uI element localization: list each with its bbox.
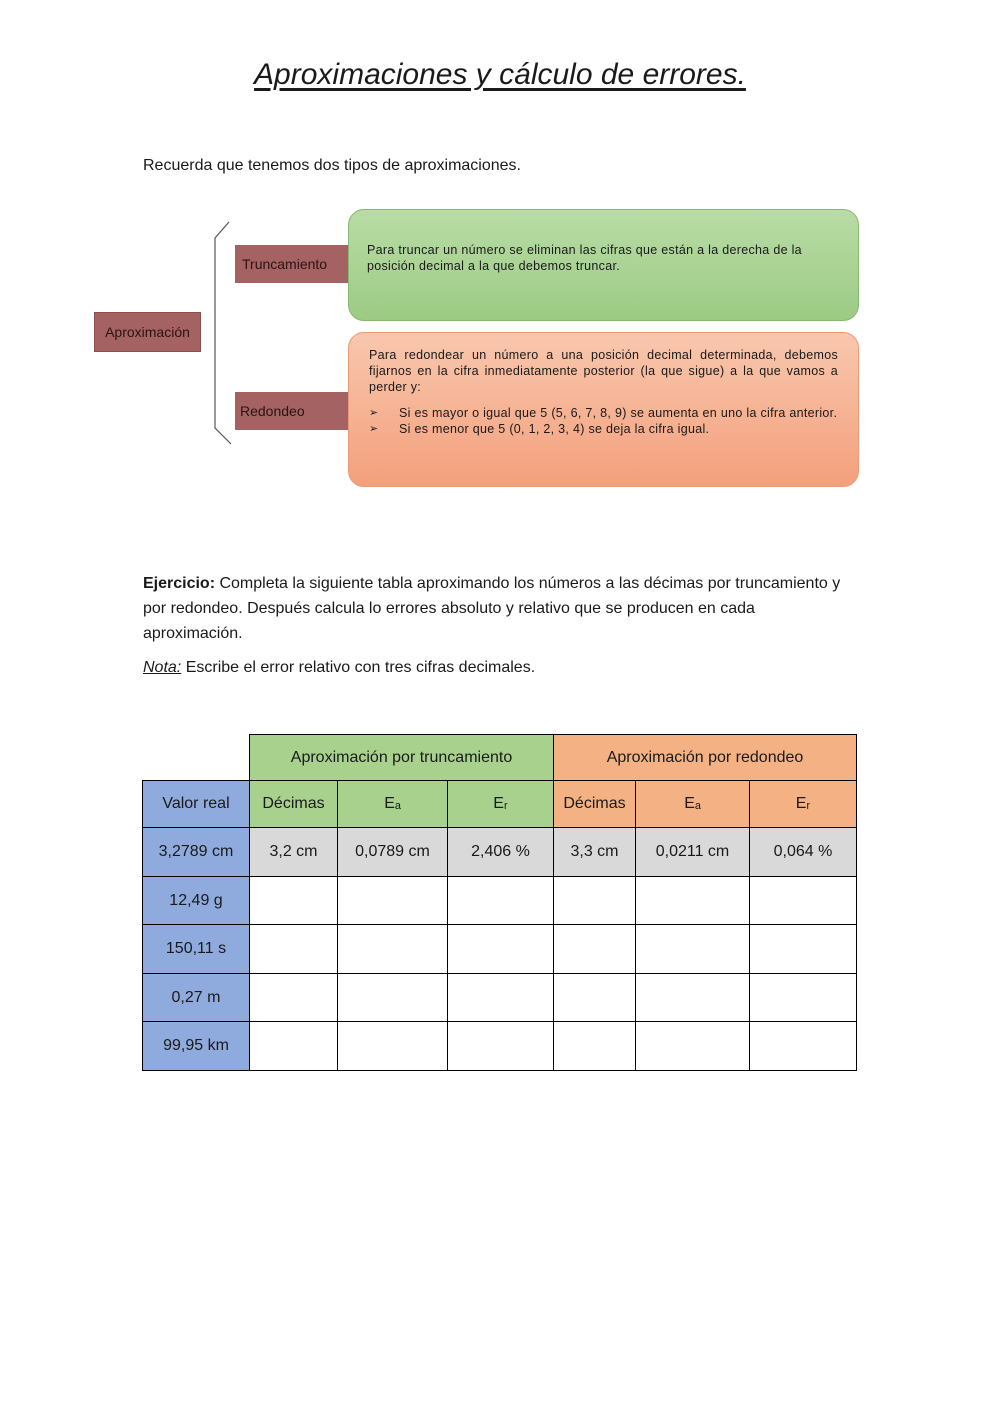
exercise-instructions: [143, 571, 858, 646]
group-header-truncamiento: Aproximación por truncamiento: [250, 735, 554, 781]
table-row: [143, 925, 857, 974]
header-decimas-trunc: Décimas: [250, 781, 338, 828]
redondeo-explanation: Para redondear un número a una posición decimal determinada, debemos fijarnos en la cifra inmediatamente posterior (la que sigue) a la que vamos a perder y:: [369, 348, 838, 394]
cell-decimas-trunc: 3,2 cm: [250, 828, 338, 877]
cell-decimas-redon[interactable]: [554, 974, 636, 1022]
table-group-header-row: [143, 735, 857, 781]
cell-ea-redon[interactable]: [636, 974, 750, 1022]
arrow-bullet-icon: ➢: [369, 423, 379, 435]
cell-er-redon[interactable]: [750, 974, 857, 1022]
cell-ea-trunc: 0,0789 cm: [338, 828, 448, 877]
truncamiento-explanation-card: [348, 209, 859, 321]
arrow-bullet-icon: ➢: [369, 407, 379, 419]
header-ea-redon: Eₐ: [636, 781, 750, 828]
cell-valor-real: 0,27 m: [143, 974, 250, 1022]
cell-er-trunc: 2,406 %: [448, 828, 554, 877]
list-item: [369, 405, 838, 421]
cell-er-trunc[interactable]: [448, 877, 554, 925]
truncamiento-label: Truncamiento: [242, 256, 328, 272]
cell-er-redon[interactable]: [750, 925, 857, 974]
rule-text: Si es mayor o igual que 5 (5, 6, 7, 8, 9) se aumenta en uno la cifra anterior.: [399, 406, 838, 420]
intro-text: Recuerda que tenemos dos tipos de aproximaciones.: [143, 157, 521, 174]
rule-text: Si es menor que 5 (0, 1, 2, 3, 4) se deja la cifra igual.: [399, 422, 710, 436]
cell-decimas-trunc[interactable]: [250, 974, 338, 1022]
header-ea-trunc: Eₐ: [338, 781, 448, 828]
redondeo-rules-list: [369, 405, 838, 437]
exercise-text: Completa la siguiente tabla aproximando los números a las décimas por truncamiento y por redondeo. Después calcula lo errores absoluto y relativo que se producen en cada aproximación.: [143, 575, 841, 642]
cell-decimas-trunc[interactable]: [250, 925, 338, 974]
cell-decimas-redon: 3,3 cm: [554, 828, 636, 877]
cell-decimas-redon[interactable]: [554, 877, 636, 925]
cell-ea-redon[interactable]: [636, 877, 750, 925]
table-row: [143, 1022, 857, 1071]
redondeo-box: [235, 392, 348, 430]
redondeo-explanation-card: [348, 332, 859, 487]
table-row: [143, 877, 857, 925]
exercise-label: Ejercicio:: [143, 575, 216, 592]
cell-valor-real: 3,2789 cm: [143, 828, 250, 877]
cell-er-trunc[interactable]: [448, 925, 554, 974]
cell-ea-trunc[interactable]: [338, 974, 448, 1022]
cell-valor-real: 99,95 km: [143, 1022, 250, 1071]
cell-ea-trunc[interactable]: [338, 925, 448, 974]
header-er-trunc: Eᵣ: [448, 781, 554, 828]
table-row: [143, 828, 857, 877]
header-er-redon: Eᵣ: [750, 781, 857, 828]
diagram-root-label: Aproximación: [105, 324, 190, 340]
cell-er-trunc[interactable]: [448, 974, 554, 1022]
header-valor-real: Valor real: [143, 781, 250, 828]
cell-ea-redon[interactable]: [636, 1022, 750, 1071]
cell-ea-trunc[interactable]: [338, 877, 448, 925]
list-item: [369, 421, 838, 437]
note-text: Escribe el error relativo con tres cifras decimales.: [181, 659, 536, 676]
cell-ea-redon[interactable]: [636, 925, 750, 974]
note-label: Nota:: [143, 659, 182, 676]
exercise-table: [142, 734, 857, 1071]
cell-decimas-redon[interactable]: [554, 1022, 636, 1071]
cell-er-redon[interactable]: [750, 877, 857, 925]
table-corner: [143, 735, 250, 781]
bracket-connector: [205, 220, 235, 446]
cell-valor-real: 150,11 s: [143, 925, 250, 974]
cell-decimas-trunc[interactable]: [250, 877, 338, 925]
cell-er-trunc[interactable]: [448, 1022, 554, 1071]
note: [143, 659, 535, 677]
truncamiento-explanation: Para truncar un número se eliminan las cifras que están a la derecha de la posición decimal a la que debemos truncar.: [367, 243, 802, 273]
cell-valor-real: 12,49 g: [143, 877, 250, 925]
table-header-row: [143, 781, 857, 828]
table-row: [143, 974, 857, 1022]
truncamiento-box: [235, 245, 348, 283]
cell-decimas-redon[interactable]: [554, 925, 636, 974]
cell-er-redon[interactable]: [750, 1022, 857, 1071]
cell-er-redon: 0,064 %: [750, 828, 857, 877]
cell-ea-redon: 0,0211 cm: [636, 828, 750, 877]
diagram-root-box: [94, 312, 201, 352]
header-decimas-redon: Décimas: [554, 781, 636, 828]
cell-decimas-trunc[interactable]: [250, 1022, 338, 1071]
page-title: Aproximaciones y cálculo de errores.: [254, 58, 746, 91]
cell-ea-trunc[interactable]: [338, 1022, 448, 1071]
redondeo-label: Redondeo: [240, 403, 305, 419]
group-header-redondeo: Aproximación por redondeo: [554, 735, 857, 781]
